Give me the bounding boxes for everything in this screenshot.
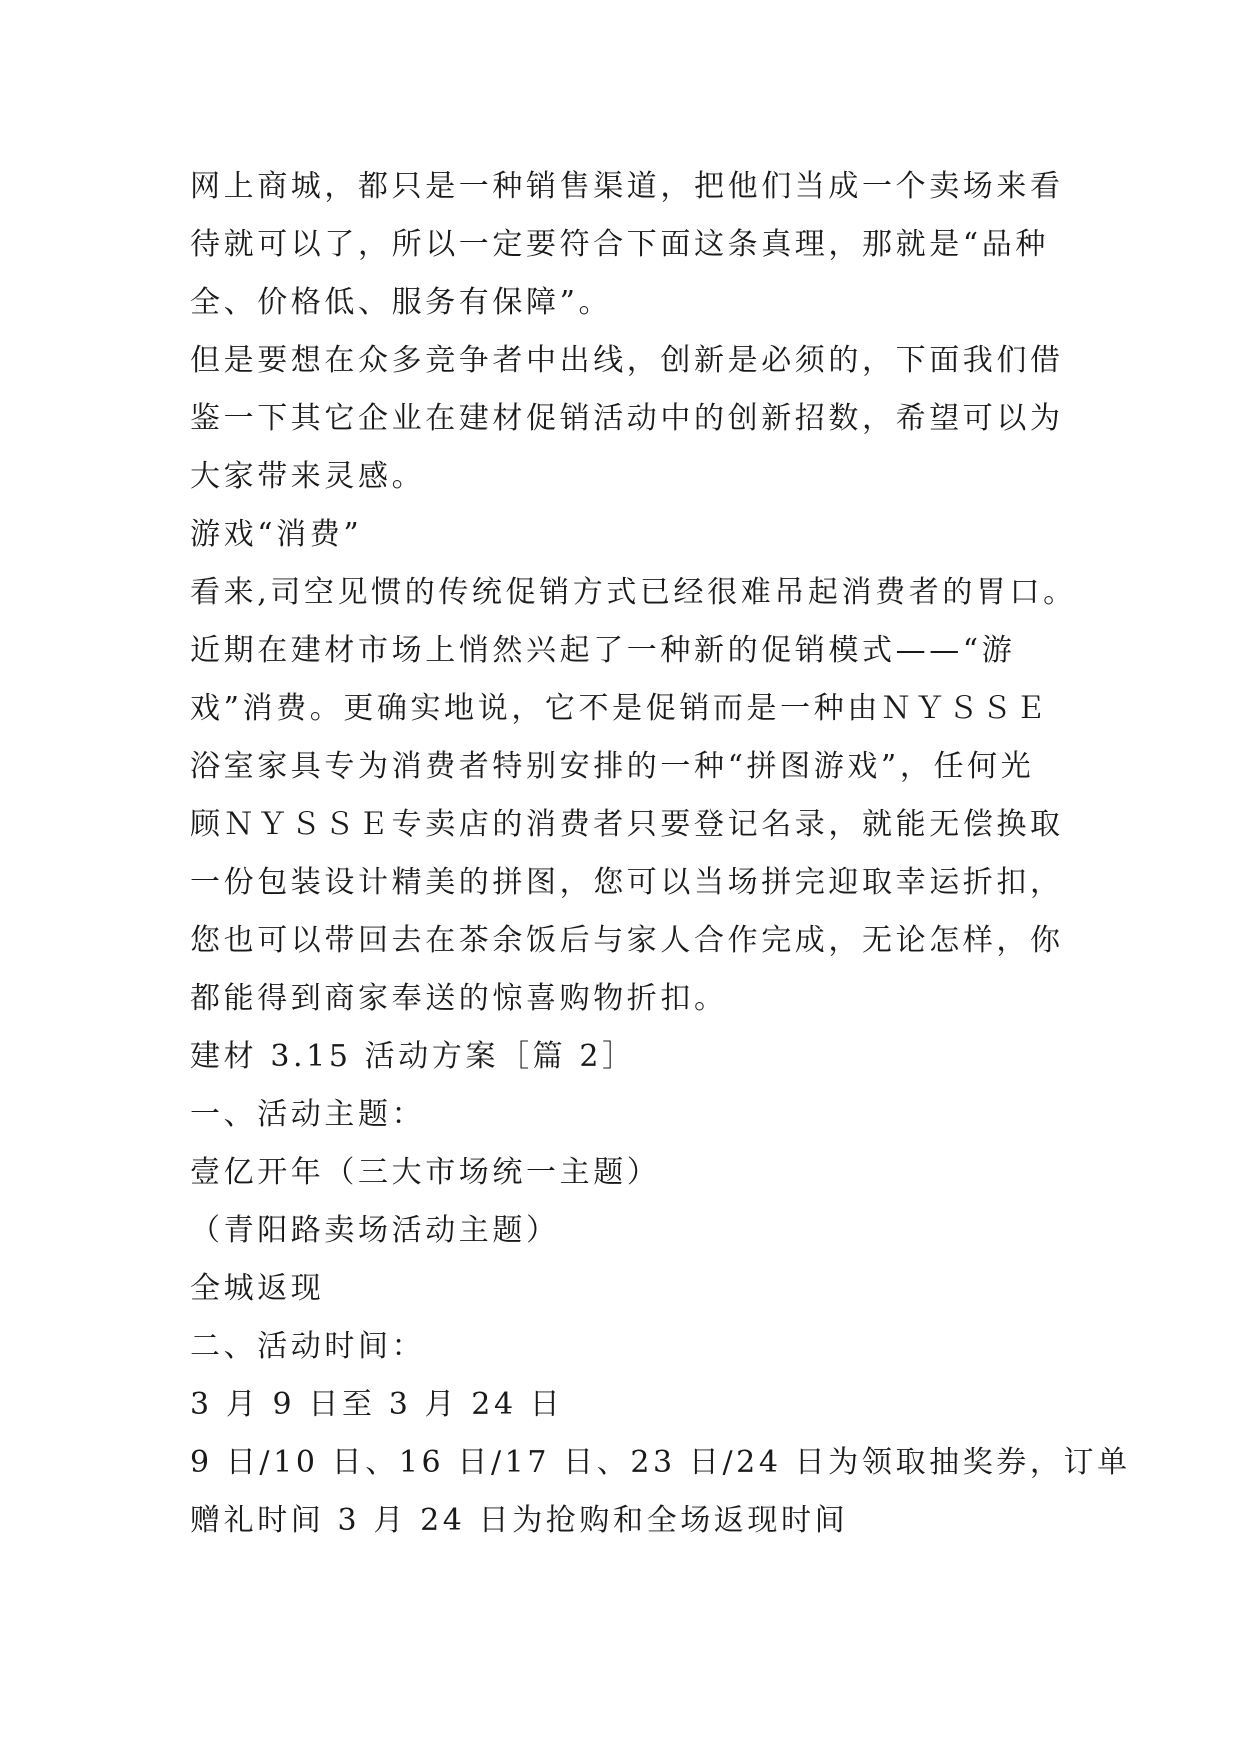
text-line: 待就可以了，所以一定要符合下面这条真理，那就是“品种: [190, 227, 1049, 262]
text-line: 戏”消费。更确实地说，它不是促销而是一种由ＮＹＳＳＥ: [190, 691, 1049, 726]
text-line: 鉴一下其它企业在建材促销活动中的创新招数，希望可以为: [190, 401, 1064, 436]
text-line: 都能得到商家奉送的惊喜购物折扣。: [190, 981, 728, 1016]
text-line: 一份包装设计精美的拼图，您可以当场拼完迎取幸运折扣，: [190, 865, 1064, 900]
text-line: 大家带来灵感。: [190, 459, 426, 494]
section-heading: 二、活动时间：: [190, 1329, 426, 1364]
text-line: 顾ＮＹＳＳＥ专卖店的消费者只要登记名录，就能无偿换取: [190, 807, 1064, 842]
text-line: 3 月 9 日至 3 月 24 日: [190, 1387, 564, 1422]
text-line: 网上商城，都只是一种销售渠道，把他们当成一个卖场来看: [190, 169, 1064, 204]
text-line: 赠礼时间 3 月 24 日为抢购和全场返现时间: [190, 1503, 849, 1538]
text-line: （青阳路卖场活动主题）: [190, 1213, 560, 1248]
text-line: 全城返现: [190, 1271, 325, 1306]
section-heading: 一、活动主题：: [190, 1097, 426, 1132]
document-body: [190, 158, 1131, 1550]
text-line: 壹亿开年（三大市场统一主题）: [190, 1155, 661, 1190]
text-line: 您也可以带回去在茶余饭后与家人合作完成，无论怎样，你: [190, 923, 1064, 958]
text-line: 全、价格低、服务有保障”。: [190, 285, 613, 320]
text-line: 看来,司空见惯的传统促销方式已经很难吊起消费者的胃口。: [190, 575, 1077, 610]
section-heading: 建材 3.15 活动方案［篇 2］: [190, 1039, 636, 1074]
text-line: 但是要想在众多竞争者中出线，创新是必须的，下面我们借: [190, 343, 1064, 378]
text-line: 9 日/10 日、16 日/17 日、23 日/24 日为领取抽奖券，订单: [190, 1445, 1131, 1480]
text-line: 浴室家具专为消费者特别安排的一种“拼图游戏”，任何光: [190, 749, 1035, 784]
text-line: 近期在建材市场上悄然兴起了一种新的促销模式——“游: [190, 633, 1016, 668]
section-heading: 游戏“消费”: [190, 517, 363, 552]
